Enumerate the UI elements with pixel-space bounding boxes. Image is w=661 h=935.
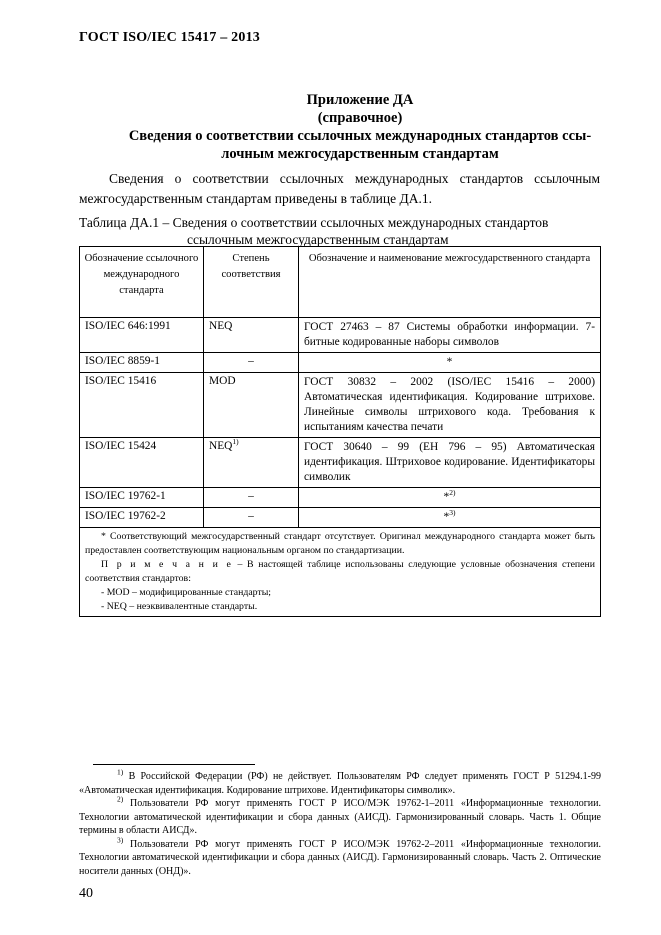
note-item-mod: - MOD – модифицированные стандарты; [101,587,272,598]
table-row [80,488,601,508]
footnote-1-number: 1) [117,767,124,777]
appendix-heading-line2: лочным межгосударственным стандартам [221,146,499,162]
appendix-heading-line1: Сведения о соответствии ссылочных международных стандартов ссы- [128,128,592,144]
cell-intl: ISO/IEC 19762-1 [80,488,204,508]
footnote-divider [93,764,255,765]
table-row [80,318,601,353]
cell-national [299,508,601,528]
table-caption [79,214,609,248]
national-sup: 2) [449,488,456,498]
cell-degree [204,438,299,488]
footnote-3 [79,835,601,879]
cell-intl: ISO/IEC 19762-2 [80,508,204,528]
cell-degree [204,508,299,528]
cell-intl: ISO/IEC 646:1991 [80,318,204,353]
intro-paragraph [79,169,600,209]
table-row [80,373,601,438]
table-row [80,353,601,373]
cell-degree [204,488,299,508]
table-header-row [80,247,601,318]
page-number: 40 [79,886,93,901]
cell-degree [204,318,299,353]
document-header: ГОСТ ISO/IEC 15417 – 2013 [79,30,260,45]
degree-text: – [248,510,254,522]
national-text: * [446,356,453,368]
footnote-3-text: Пользователи РФ могут применять ГОСТ Р ИСО/МЭК 19762-2–2011 «Информационные технологии. Технологии автоматической идентификации и сбора данных (АИСД). Гармонизированный словарь. Часть 2. Оптические носители данных (ОНД)». [79,838,601,877]
cell-degree [204,353,299,373]
degree-text: – [248,490,254,502]
footnote-1-text: В Российской Федерации (РФ) не действует. Пользователям РФ следует применять ГОСТ Р 51294.1-99 «Автоматическая идентификация. Кодирование штрихове. Идентификаторы символик». [79,771,601,796]
national-text: ГОСТ 30832 – 2002 (ISO/IEC 15416 – 2000) Автоматическая идентификация. Кодирование штрихове. Линейные символы штрихового кода. Требования к испытаниям качества печати [304,376,595,433]
cell-intl: ISO/IEC 8859-1 [80,353,204,373]
national-text: * [443,491,450,503]
note-label: П р и м е ч а н и е [101,559,233,570]
header-degree: Степень соответствия [204,247,299,318]
table-notes [80,528,601,617]
cell-national [299,353,601,373]
degree-text: NEQ [209,440,233,452]
table-row [80,508,601,528]
cell-national [299,373,601,438]
intro-line1: Сведения о соответствии ссылочных международных стандартов ссылочным [109,171,600,186]
national-text: ГОСТ 27463 – 87 Системы обработки информации. 7-битные кодированные наборы символов [304,321,595,348]
table-caption-line1: Таблица ДА.1 – Сведения о соответствии ссылочных международных стандартов [79,215,549,230]
standards-table [79,246,601,617]
table-notes-row [80,528,601,617]
cell-degree [204,373,299,438]
cell-intl: ISO/IEC 15424 [80,438,204,488]
appendix-subtitle: (справочное) [317,110,403,126]
note-item-neq: - NEQ – неэквивалентные стандарты. [101,601,258,612]
header-intl-standard: Обозначение ссылочного международного стандарта [80,247,204,318]
table-caption-line2: ссылочным межгосударственным стандартам [187,232,449,247]
footnote-2-text: Пользователи РФ могут применять ГОСТ Р ИСО/МЭК 19762-1–2011 «Информационные технологии. Технологии автоматической идентификации и сбора данных (АИСД). Гармонизированный словарь. Часть 1. Общие термины в области АИСД». [79,798,601,836]
footnote-2-number: 2) [117,794,124,804]
appendix-title-block [60,91,660,163]
cell-national [299,488,601,508]
degree-text: – [248,355,254,367]
intro-line2: межгосударственным стандартам приведены в таблице ДА.1. [79,191,432,206]
footnote-1 [79,767,601,797]
appendix-title: Приложение ДА [306,92,414,108]
cell-intl: ISO/IEC 15416 [80,373,204,438]
star-note: * Соответствующий межгосударственный стандарт отсутствует. Оригинал международного стандарта может быть предоставлен соответствующим национальным органом по стандартизации. [85,531,595,556]
degree-sup: 1) [232,437,239,447]
national-sup: 3) [449,508,456,518]
cell-national [299,318,601,353]
footnote-2 [79,794,601,838]
table-row [80,438,601,488]
note-paragraph [85,558,595,586]
footnotes [79,767,601,878]
footnote-3-number: 3) [117,835,124,845]
note-text: – В настоящей таблице использованы следующие условные обозначения степени соответствия стандартов: [85,559,595,584]
national-text: ГОСТ 30640 – 99 (ЕН 796 – 95) Автоматическая идентификация. Штриховое кодирование. Идентификаторы символик [304,441,595,483]
header-national-standard: Обозначение и наименование межгосударственного стандарта [299,247,601,318]
cell-national [299,438,601,488]
degree-text: NEQ [209,320,233,332]
national-text: * [443,511,450,523]
degree-text: MOD [209,375,236,387]
